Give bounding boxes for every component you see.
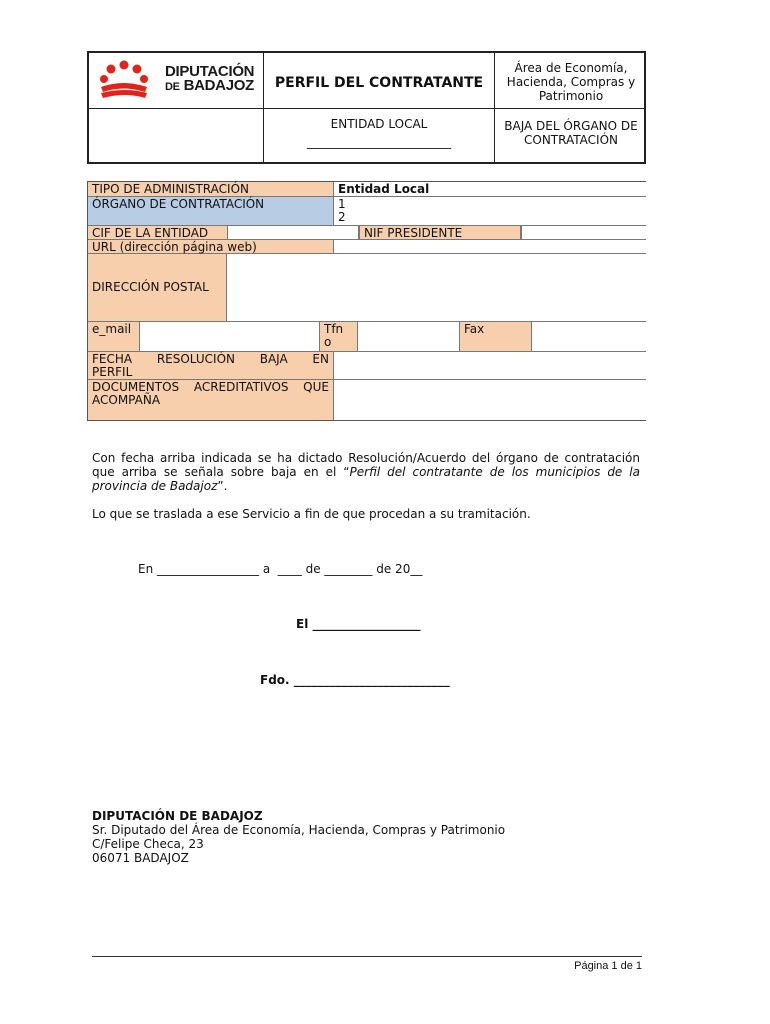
resolution-italic: Perfil del contratante de los municipios de la provincia de Badajoz xyxy=(92,465,640,493)
logo-text xyxy=(165,65,254,94)
tfno-label-line-1: Tfn xyxy=(324,322,344,336)
docs-input[interactable] xyxy=(334,380,646,420)
direccion-label: DIRECCIÓN POSTAL xyxy=(88,254,227,322)
place-date-line[interactable]: En _________________ a ____ de ________ de 20__ xyxy=(138,562,423,576)
header-table xyxy=(87,51,646,164)
diputacion-logo xyxy=(95,57,265,103)
nif-label: NIF PRESIDENTE xyxy=(359,226,521,240)
cif-input[interactable] xyxy=(228,226,359,240)
fecha-label xyxy=(88,352,334,380)
url-input[interactable] xyxy=(334,240,646,254)
address-line-1: Sr. Diputado del Área de Economía, Hacienda, Compras y Patrimonio xyxy=(92,823,506,837)
url-label: URL (dirección página web) xyxy=(88,240,334,254)
page-number: Página 1 de 1 xyxy=(574,960,642,972)
email-label: e_mail xyxy=(88,322,140,352)
resolution-end: ”. xyxy=(217,479,228,493)
organo-label: ÓRGANO DE CONTRATACIÓN xyxy=(88,197,334,226)
baja-label: BAJA DEL ÓRGANO DE CONTRATACIÓN xyxy=(504,119,638,147)
tfno-label-line-2: o xyxy=(324,335,332,349)
entidad-local-label: ENTIDAD LOCAL xyxy=(330,117,428,131)
docs-label-line-2: ACOMPAÑA xyxy=(92,393,161,407)
organo-option-1[interactable]: 1 xyxy=(338,197,346,211)
entidad-local-blank: ________________________ xyxy=(307,135,451,149)
fax-input[interactable] xyxy=(532,322,646,352)
logo-line-2: BADAJOZ xyxy=(183,77,254,94)
address-line-2: C/Felipe Checa, 23 xyxy=(92,837,204,851)
tfno-label xyxy=(320,322,358,352)
resolution-paragraph xyxy=(92,451,640,493)
fax-label: Fax xyxy=(460,322,532,352)
logo-line-1: DIPUTACIÓN xyxy=(165,63,255,80)
logo-de: DE xyxy=(165,81,180,93)
header-divider xyxy=(89,108,644,109)
tipo-value: Entidad Local xyxy=(334,182,646,197)
fecha-input[interactable] xyxy=(334,352,646,380)
cif-label: CIF DE LA ENTIDAD xyxy=(88,226,228,240)
fecha-label-line-1: FECHA RESOLUCIÓN BAJA EN xyxy=(92,352,329,366)
tfno-input[interactable] xyxy=(358,322,460,352)
address-line-3: 06071 BADAJOZ xyxy=(92,851,189,865)
transfer-paragraph: Lo que se traslada a ese Servicio a fin de que procedan a su tramitación. xyxy=(92,507,531,521)
docs-label xyxy=(88,380,334,420)
doc-title: PERFIL DEL CONTRATANTE xyxy=(274,74,484,91)
form-table xyxy=(87,181,646,421)
fdo-signature-line[interactable]: Fdo. __________________________ xyxy=(260,673,450,687)
el-signature-line[interactable]: El __________________ xyxy=(296,617,421,631)
organo-value[interactable] xyxy=(334,197,646,226)
direccion-input[interactable] xyxy=(227,254,646,322)
logo-mark-icon xyxy=(95,57,161,103)
docs-label-line-1: DOCUMENTOS ACREDITATIVOS QUE xyxy=(92,380,329,394)
tipo-label: TIPO DE ADMINISTRACIÓN xyxy=(88,182,334,197)
address-org: DIPUTACIÓN DE BADAJOZ xyxy=(92,809,263,823)
footer-divider xyxy=(92,956,642,957)
organo-option-2[interactable]: 2 xyxy=(338,210,346,224)
fecha-label-line-2: PERFIL xyxy=(92,365,133,379)
area-label: Área de Economía, Hacienda, Compras y Patrimonio xyxy=(506,61,636,103)
resolution-text: Con fecha arriba indicada se ha dictado Resolución/Acuerdo del órgano de contratación que arriba se señala sobre baja en el “ xyxy=(92,451,640,479)
nif-input[interactable] xyxy=(521,226,646,240)
email-input[interactable] xyxy=(140,322,320,352)
